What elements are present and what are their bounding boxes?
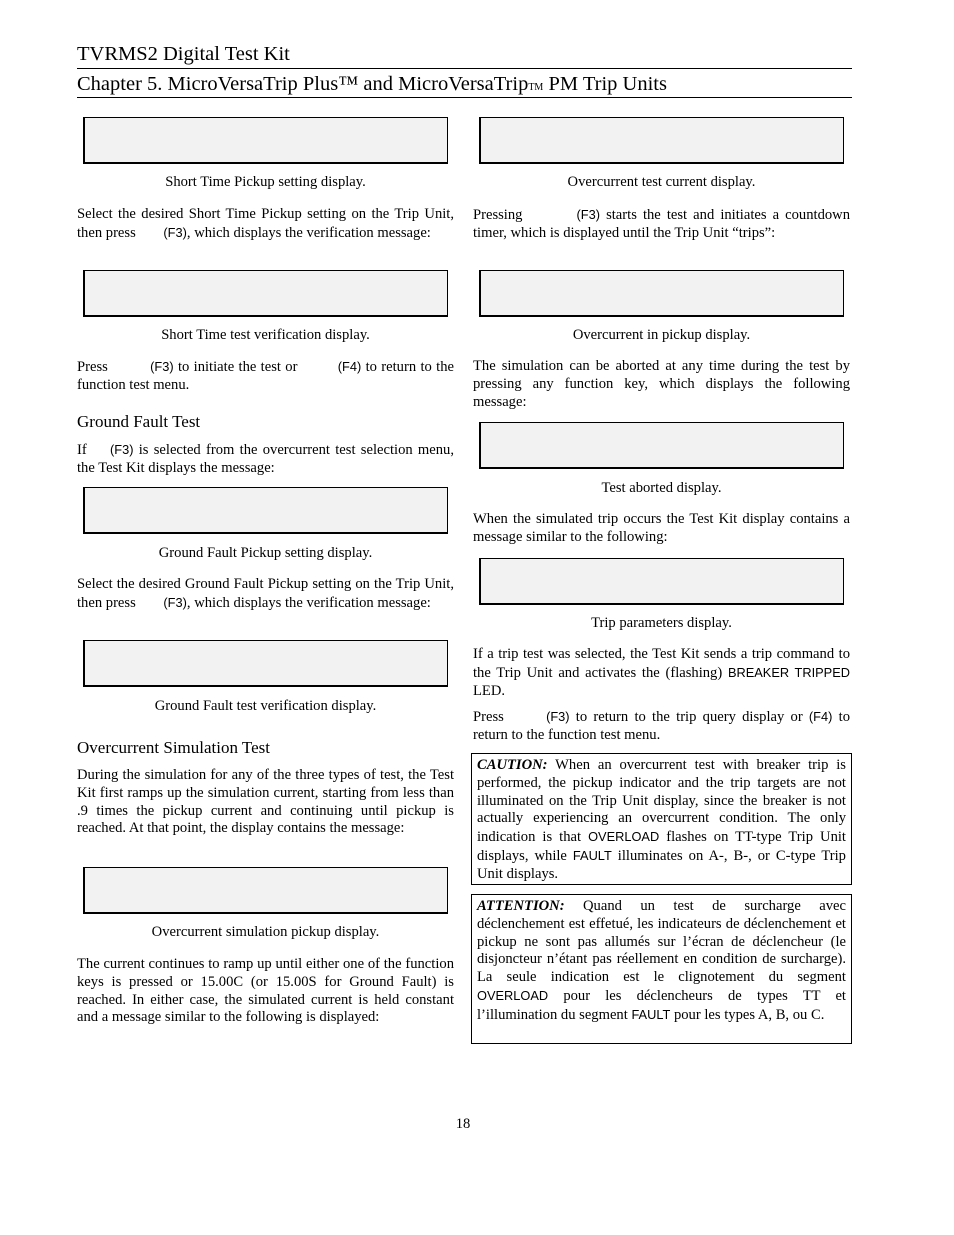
fault-label: FAULT	[631, 1006, 671, 1022]
text: If a trip test was selected, the Test Kit sends a trip command to the Trip Unit and activates the (flashing)	[473, 646, 850, 681]
key-f4: (F4)	[337, 359, 362, 374]
lcd-display-ground-fault-pickup	[83, 487, 448, 534]
lcd-display-short-time-pickup	[83, 117, 448, 164]
text: starts the test and initiates a countdown timer, which is displayed until the Trip Unit “trips”:	[473, 207, 850, 241]
key-f3: (F3)	[150, 359, 174, 374]
paragraph-ground-fault-select	[77, 576, 454, 613]
caption-test-aborted: Test aborted display.	[601, 480, 722, 496]
caption-ground-fault-pickup: Ground Fault Pickup setting display.	[158, 545, 373, 561]
document-title: TVRMS2 Digital Test Kit	[77, 43, 290, 65]
header-rule-top	[77, 68, 852, 69]
paragraph-simulated-trip: When the simulated trip occurs the Test Kit display contains a message similar to the following:	[473, 511, 850, 545]
text: LED.	[473, 682, 506, 699]
text: When an overcurrent test with breaker trip is performed, the pickup indicator and the trip targets are not illuminated on the Trip Unit display, since the breaker is not actually experiencing an overcurrent condition. The only indication is that	[477, 757, 846, 846]
fault-label: FAULT	[572, 847, 612, 863]
attention-box	[471, 894, 852, 1044]
text: Pressing	[473, 207, 529, 223]
text: Quand un test de surcharge avec déclenchement est effetué, les indicateurs de déclenchement et pickup ne sont pas allumés sur l’écran de déclencheur (le disjoncteur n’étant pas réellement en condition de surcharge). La seule indication est le clignotement du segment	[477, 898, 846, 986]
key-f3: (F3)	[576, 207, 600, 222]
paragraph-short-time-select	[77, 206, 454, 243]
text: to initiate the test or	[173, 359, 302, 375]
text: Select the desired Short Time Pickup setting on the Trip Unit, then press	[77, 206, 454, 241]
header-rule-bottom	[77, 97, 852, 98]
lcd-display-overcurrent-test-current	[479, 117, 844, 164]
caution-box	[471, 753, 852, 885]
paragraph-return-trip-query	[473, 708, 850, 745]
chapter-title-end: PM Trip Units	[543, 73, 667, 95]
text: , which displays the verification message:	[186, 224, 431, 241]
caption-overcurrent-test-current: Overcurrent test current display.	[567, 174, 756, 190]
caption-overcurrent-simulation-pickup: Overcurrent simulation pickup display.	[151, 924, 380, 940]
key-f3: (F3)	[110, 442, 134, 457]
text: Press	[473, 709, 511, 725]
lcd-display-short-time-verification	[83, 270, 448, 317]
key-f3: (F3)	[546, 709, 570, 724]
caption-overcurrent-in-pickup: Overcurrent in pickup display.	[572, 327, 751, 343]
paragraph-trip-test	[473, 646, 850, 700]
heading-ground-fault-test: Ground Fault Test	[77, 412, 201, 431]
paragraph-short-time-press	[77, 358, 454, 395]
chapter-title-main: Chapter 5. MicroVersaTrip Plus™ and MicroVersaTrip	[77, 73, 529, 95]
text: to return to the function test menu.	[473, 709, 850, 743]
text: flashes on TT-type Trip Unit displays, while	[477, 829, 846, 864]
caption-trip-parameters: Trip parameters display.	[591, 615, 732, 631]
text: pour les déclencheurs de types TT et l’illumination du segment	[477, 987, 846, 1023]
text: to return to the trip query display or	[569, 709, 809, 725]
key-f3: (F3)	[163, 224, 187, 240]
text: is selected from the overcurrent test selection menu, the Test Kit displays the message:	[77, 442, 455, 476]
caption-short-time-pickup: Short Time Pickup setting display.	[165, 174, 366, 190]
attention-label: ATTENTION:	[477, 898, 565, 914]
chapter-title-tm: TM	[528, 82, 544, 93]
page-number: 18	[455, 1116, 471, 1132]
overload-label: OVERLOAD	[477, 987, 549, 1003]
text: to return to the function test menu.	[77, 359, 454, 393]
text: , which displays the verification message:	[186, 594, 431, 611]
text: Select the desired Ground Fault Pickup setting on the Trip Unit, then press	[77, 576, 454, 611]
caption-short-time-verification: Short Time test verification display.	[161, 327, 370, 343]
paragraph-simulation-abort: The simulation can be aborted at any time during the test by pressing any function key, which displays the following message:	[473, 358, 850, 410]
text: pour les types A, B, ou C.	[670, 1006, 825, 1023]
caution-label: CAUTION:	[477, 757, 548, 773]
text: If	[77, 442, 92, 458]
paragraph-simulation-ramp: During the simulation for any of the three types of test, the Test Kit first ramps up the simulation current, starting from less than .9 times the pickup current and continuing until pickup is reached. At that point, the display contains the message:	[77, 767, 454, 837]
text: illuminates on A-, B-, or C-type Trip Unit displays.	[477, 847, 846, 882]
lcd-display-trip-parameters	[479, 558, 844, 605]
heading-overcurrent-simulation-test: Overcurrent Simulation Test	[77, 738, 271, 757]
text: Press	[77, 359, 113, 375]
lcd-display-ground-fault-verification	[83, 640, 448, 687]
caption-ground-fault-verification: Ground Fault test verification display.	[154, 698, 377, 714]
chapter-title	[77, 72, 852, 100]
lcd-display-overcurrent-simulation-pickup	[83, 867, 448, 914]
key-f4: (F4)	[808, 709, 833, 724]
paragraph-current-ramp: The current continues to ramp up until either one of the function keys is pressed or 15.00C (or 15.00S for Ground Fault) is reached. In either case, the simulated current is held constant and a message similar to the following is displayed:	[77, 956, 454, 1026]
overload-label: OVERLOAD	[588, 829, 660, 845]
lcd-display-overcurrent-in-pickup	[479, 270, 844, 317]
lcd-display-test-aborted	[479, 422, 844, 469]
key-f3: (F3)	[163, 594, 187, 610]
paragraph-ground-fault-if	[77, 441, 454, 478]
breaker-tripped-label: BREAKER TRIPPED	[727, 664, 850, 680]
paragraph-pressing-f3	[473, 206, 850, 243]
